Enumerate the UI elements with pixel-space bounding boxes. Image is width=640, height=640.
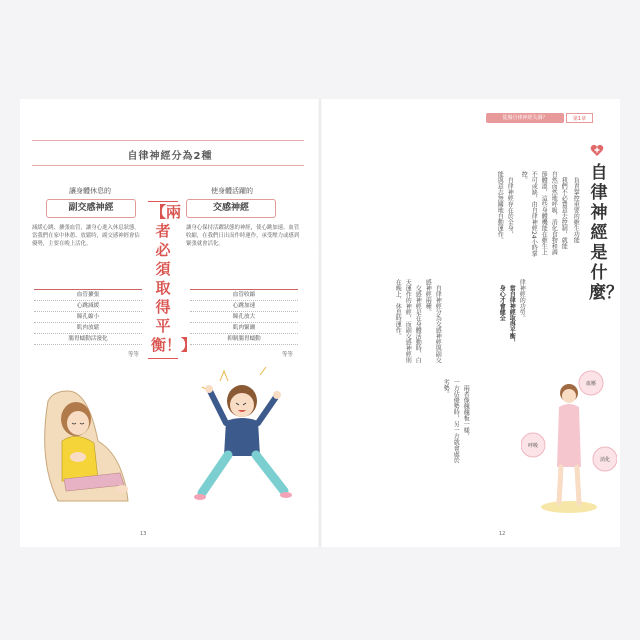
list-item: 瞳孔放大 <box>190 312 298 323</box>
sym-list <box>190 289 298 345</box>
title-rule-bottom <box>32 165 304 166</box>
parasym-name-box: 副交感神經 <box>46 199 136 218</box>
body-column: 感神經兩種。 <box>424 279 432 315</box>
page-number-right: 12 <box>499 531 506 537</box>
body-column: 一方佔優勢時，另一方就會處於 <box>452 379 460 463</box>
list-item: 肌肉放鬆 <box>34 323 142 334</box>
body-column: 負責掌控重要的維生功能 <box>572 171 580 243</box>
chapter-tab: 第1章 <box>566 113 593 123</box>
list-item: 肌肉緊繃 <box>190 323 298 334</box>
list-item: 血管擴張 <box>34 290 142 301</box>
subheading-column: 當自律神經取得平衡， <box>508 279 516 345</box>
body-column: 律神經的功勞。 <box>518 279 526 321</box>
parasym-description: 減緩心跳、擴張血管，讓身心進入休息狀態。當我們在家中休憩、放鬆時，副交感神經會佔優勢，主要在晚上活化。 <box>32 225 140 247</box>
parasym-etc: 等等 <box>128 352 139 358</box>
diagram-label-blood-pressure: 血壓 <box>585 381 596 387</box>
body-column: 控。 <box>520 171 528 183</box>
parasym-list <box>34 289 142 345</box>
body-column: 在晚上、休息時運作。 <box>394 279 402 339</box>
list-item: 血管收縮 <box>190 290 298 301</box>
chapter-title: 自律神經是什麼？ <box>589 163 623 303</box>
body-column: 自律神經存在於全身， <box>506 171 514 237</box>
title-rule-top <box>32 140 304 141</box>
body-column: 自然而然地呼吸、消化食物和調 <box>550 171 558 255</box>
sym-description: 讓身心保持活躍狀態的神經，使心跳加速、血管收縮，在我們日出而作時運作，承受壓力或感到緊張就會活化。 <box>186 225 300 247</box>
body-column: 自律神經分為交感神經與副交 <box>434 279 442 363</box>
running-header: 從腸自律神經失調？ <box>486 113 564 123</box>
list-item: 心跳加速 <box>190 301 298 312</box>
balance-callout: 【兩者必須取得平衡！】 <box>151 203 197 354</box>
diagram-label-digestion: 消化 <box>599 457 610 463</box>
active-woman-illustration <box>180 361 300 511</box>
body-column: 節體溫，這些身體機能在維生上 <box>540 171 548 255</box>
left-page-title: 自律神經分為2種 <box>127 151 213 162</box>
right-page <box>321 99 623 547</box>
body-column: 交感神經是在身體活動時、白 <box>414 279 422 363</box>
list-item: 心跳減緩 <box>34 301 142 312</box>
sym-name-box: 交感神經 <box>186 199 276 218</box>
book-spread <box>20 99 623 547</box>
body-column: 劣勢。 <box>442 379 450 397</box>
body-column: 我們不必費意去控制，就能 <box>560 171 568 249</box>
body-column: 天運作的神經，而副交感神經則 <box>404 279 412 363</box>
subheading-column: 身心才會健全 <box>498 279 506 321</box>
list-item: 腸胃蠕動活潑化 <box>34 334 142 345</box>
left-page <box>20 99 319 547</box>
sym-label: 使身體活躍的 <box>211 187 253 195</box>
heart-plus-icon <box>590 144 604 157</box>
parasym-label: 讓身體休息的 <box>69 187 111 195</box>
page-number-left: 13 <box>140 531 147 537</box>
body-column: 不可或缺，由自律神經24小時掌 <box>530 171 538 257</box>
resting-woman-illustration <box>28 361 138 511</box>
list-item: 抑制腸胃蠕動 <box>190 334 298 345</box>
list-item: 瞳孔縮小 <box>34 312 142 323</box>
diagram-label-breathing: 呼吸 <box>527 443 538 449</box>
sym-etc: 等等 <box>282 352 293 358</box>
body-column: 能與意志無關地自動運作。 <box>496 171 504 243</box>
body-column: 兩者像翹翹板一樣， <box>462 379 470 439</box>
